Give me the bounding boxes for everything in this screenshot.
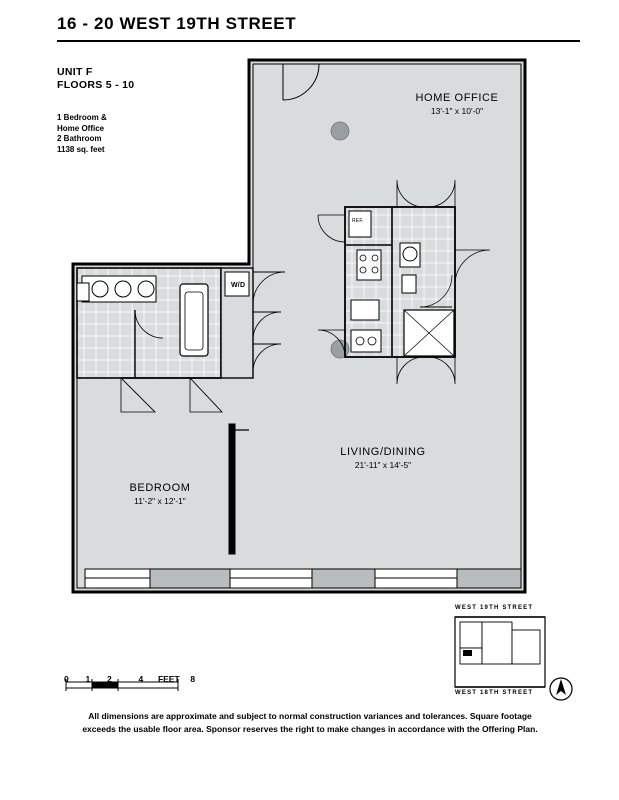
scale-tick-8: 8 (190, 674, 196, 684)
room-label-living-dining (288, 446, 478, 470)
unit-detail-line: 1 Bedroom & (57, 113, 107, 122)
key-map (455, 617, 572, 700)
unit-detail-line: 2 Bathroom (57, 134, 102, 143)
unit-floors: FLOORS 5 - 10 (57, 79, 135, 91)
floor-fill (73, 60, 525, 592)
unit-detail-line: Home Office (57, 123, 105, 133)
room-name: LIVING/DINING (340, 446, 426, 458)
refrigerator-label: REF. (352, 218, 364, 224)
room-dimensions: 21'-11" x 14'-5" (354, 460, 412, 470)
page-title: 16 - 20 WEST 19TH STREET (57, 14, 297, 33)
scale-tick-4: 4 (138, 674, 144, 684)
windows-bottom (85, 569, 521, 588)
keymap-street-top: WEST 19TH STREET (455, 605, 534, 611)
disclaimer-line-2: exceeds the usable floor area. Sponsor reserves the right to make changes in accordance with the Offering Plan. (82, 724, 538, 734)
room-label-home-office (372, 92, 542, 116)
room-dimensions: 11'-2" x 12'-1" (134, 496, 186, 506)
unit-detail-line: 1138 sq. feet (57, 144, 105, 154)
room-name: HOME OFFICE (415, 92, 499, 104)
unit-name: UNIT F (57, 66, 93, 78)
scale-bar-labels (64, 674, 195, 684)
washer-dryer-label: W/D (231, 282, 246, 289)
disclaimer (57, 710, 563, 736)
scale-tick-0: 0 (64, 674, 69, 684)
keymap-street-bottom: WEST 18TH STREET (455, 690, 534, 696)
room-name: BEDROOM (129, 482, 191, 494)
scale-tick-1: 1 (85, 674, 91, 684)
disclaimer-line-1: All dimensions are approximate and subject to normal construction variances and tolerances. Square footage (88, 711, 532, 721)
room-label-bedroom (80, 482, 240, 506)
scale-unit-label: FEET (157, 674, 180, 684)
room-dimensions: 13'-1" x 10'-0" (430, 106, 484, 116)
scale-tick-2: 2 (106, 674, 112, 684)
